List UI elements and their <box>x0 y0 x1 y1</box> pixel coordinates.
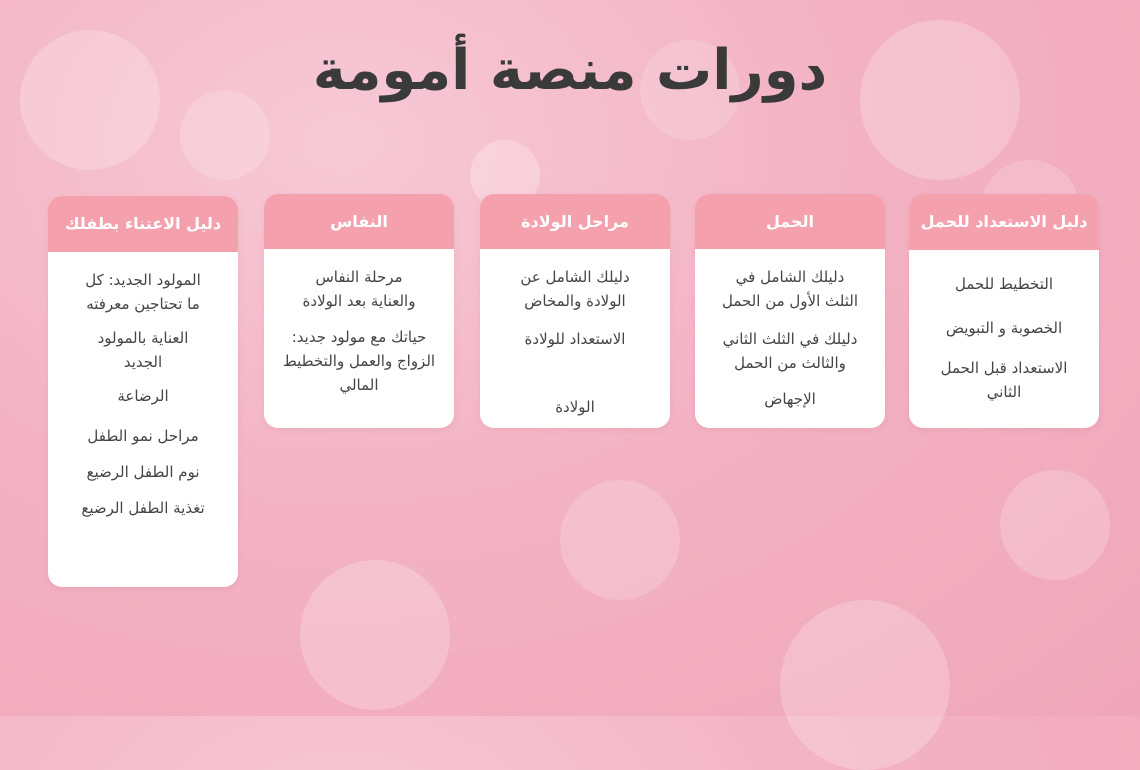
card-body <box>909 250 1099 414</box>
course-item[interactable]: دليلك الشامل في الثلث الأول من الحمل <box>721 268 859 310</box>
course-item[interactable]: دليلك في الثلث الثاني والثالث من الحمل <box>722 330 858 372</box>
course-item[interactable]: العناية بالمولود الجديد <box>97 329 189 371</box>
card-header[interactable]: الحمل <box>695 194 885 249</box>
course-item[interactable]: الاستعداد قبل الحمل الثاني <box>940 359 1068 401</box>
course-card-birth-stages[interactable] <box>480 194 670 428</box>
course-item[interactable]: حياتك مع مولود جديد: الزواج والعمل والتخطيط المالي <box>282 328 436 394</box>
course-item[interactable]: الولادة <box>555 398 595 416</box>
course-item[interactable]: مراحل نمو الطفل <box>87 427 199 445</box>
course-card-pregnancy-preparation[interactable] <box>909 194 1099 428</box>
card-body <box>695 249 885 427</box>
course-item[interactable]: الخصوبة و التبويض <box>945 319 1063 337</box>
course-item[interactable]: المولود الجديد: كل ما تحتاجين معرفته <box>85 271 201 313</box>
card-body <box>48 252 238 536</box>
card-body <box>480 249 670 428</box>
card-header[interactable]: مراحل الولادة <box>480 194 670 249</box>
course-item[interactable]: دليلك الشامل عن الولادة والمخاض <box>520 268 630 310</box>
course-item[interactable]: الرضاعة <box>117 387 169 405</box>
course-item[interactable]: التخطيط للحمل <box>954 275 1054 293</box>
course-item[interactable]: نوم الطفل الرضيع <box>86 463 200 481</box>
page-title: دورات منصة أمومة <box>312 38 828 103</box>
course-item[interactable]: الإجهاض <box>764 390 816 408</box>
card-header[interactable]: دليل الاستعداد للحمل <box>909 194 1099 250</box>
course-item[interactable]: مرحلة النفاس والعناية بعد الولادة <box>302 268 416 310</box>
course-card-pregnancy[interactable] <box>695 194 885 428</box>
course-card-baby-care[interactable] <box>48 196 238 587</box>
course-item[interactable]: تغذية الطفل الرضيع <box>81 499 205 517</box>
card-body <box>264 249 454 411</box>
course-item[interactable]: الاستعداد للولادة <box>524 330 626 348</box>
card-header[interactable]: النفاس <box>264 194 454 249</box>
card-header[interactable]: دليل الاعتناء بطفلك <box>48 196 238 252</box>
course-card-postpartum[interactable] <box>264 194 454 428</box>
